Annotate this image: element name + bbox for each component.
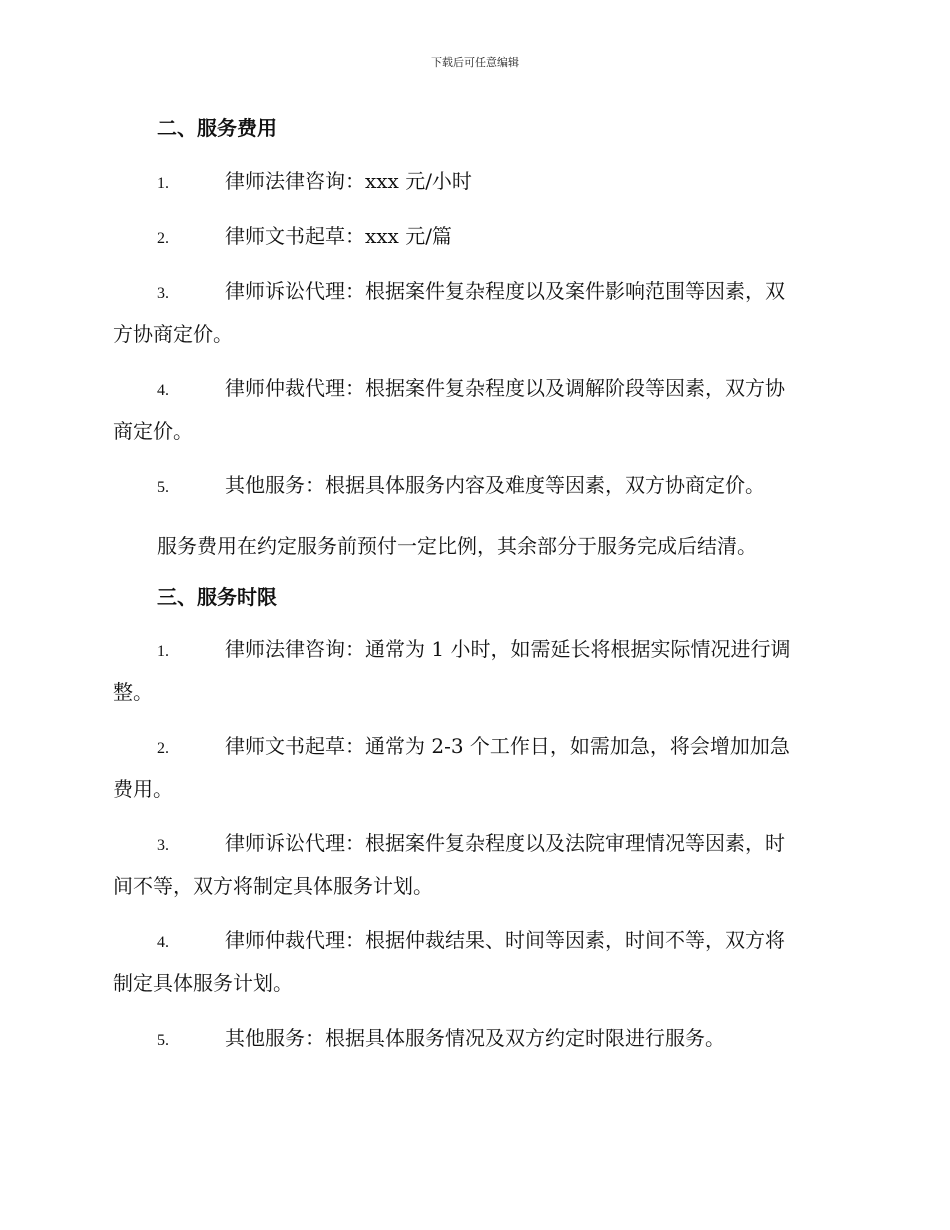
time-item-2 (113, 725, 835, 811)
fee-item-4 (113, 367, 835, 453)
item-text-continued: 整。 (113, 680, 153, 704)
fee-item-3 (113, 270, 835, 356)
item-number: 3. (157, 285, 169, 302)
item-text-continued: 费用。 (113, 777, 173, 801)
item-number: 2. (157, 230, 169, 247)
item-text: 律师文书起草：xxx 元/篇 (225, 224, 452, 248)
fee-item-5 (113, 464, 835, 507)
item-text-continued: 间不等，双方将制定具体服务计划。 (113, 874, 433, 898)
item-text: 其他服务：根据具体服务情况及双方约定时限进行服务。 (225, 1026, 725, 1050)
item-number: 4. (157, 382, 169, 399)
item-text-continued: 制定具体服务计划。 (113, 971, 293, 995)
fee-payment-note: 服务费用在约定服务前预付一定比例，其余部分于服务完成后结清。 (157, 534, 757, 558)
fee-item-2 (113, 215, 835, 258)
item-number: 4. (157, 934, 169, 951)
time-item-4 (113, 919, 835, 1005)
time-item-3 (113, 822, 835, 908)
item-number: 1. (157, 175, 169, 192)
item-text: 律师诉讼代理：根据案件复杂程度以及法院审理情况等因素，时 (225, 831, 785, 855)
fee-item-1 (113, 160, 835, 203)
time-item-5 (113, 1017, 835, 1060)
item-number: 2. (157, 740, 169, 757)
item-text-continued: 方协商定价。 (113, 322, 233, 346)
item-text: 律师诉讼代理：根据案件复杂程度以及案件影响范围等因素，双 (225, 279, 785, 303)
item-text: 律师文书起草：通常为 2-3 个工作日，如需加急，将会增加加急 (225, 734, 790, 758)
section-heading-fees: 二、服务费用 (157, 116, 277, 140)
item-text: 律师仲裁代理：根据案件复杂程度以及调解阶段等因素，双方协 (225, 376, 785, 400)
time-item-1 (113, 628, 835, 714)
item-text: 其他服务：根据具体服务内容及难度等因素，双方协商定价。 (225, 473, 765, 497)
item-number: 5. (157, 479, 169, 496)
item-number: 1. (157, 643, 169, 660)
item-number: 5. (157, 1032, 169, 1049)
page-header: 下载后可任意编辑 (431, 56, 519, 69)
item-number: 3. (157, 837, 169, 854)
item-text-continued: 商定价。 (113, 419, 193, 443)
section-heading-timeframe: 三、服务时限 (157, 585, 277, 609)
item-text: 律师仲裁代理：根据仲裁结果、时间等因素，时间不等，双方将 (225, 928, 785, 952)
item-text: 律师法律咨询：xxx 元/小时 (225, 169, 472, 193)
item-text: 律师法律咨询：通常为 1 小时，如需延长将根据实际情况进行调 (225, 637, 791, 661)
